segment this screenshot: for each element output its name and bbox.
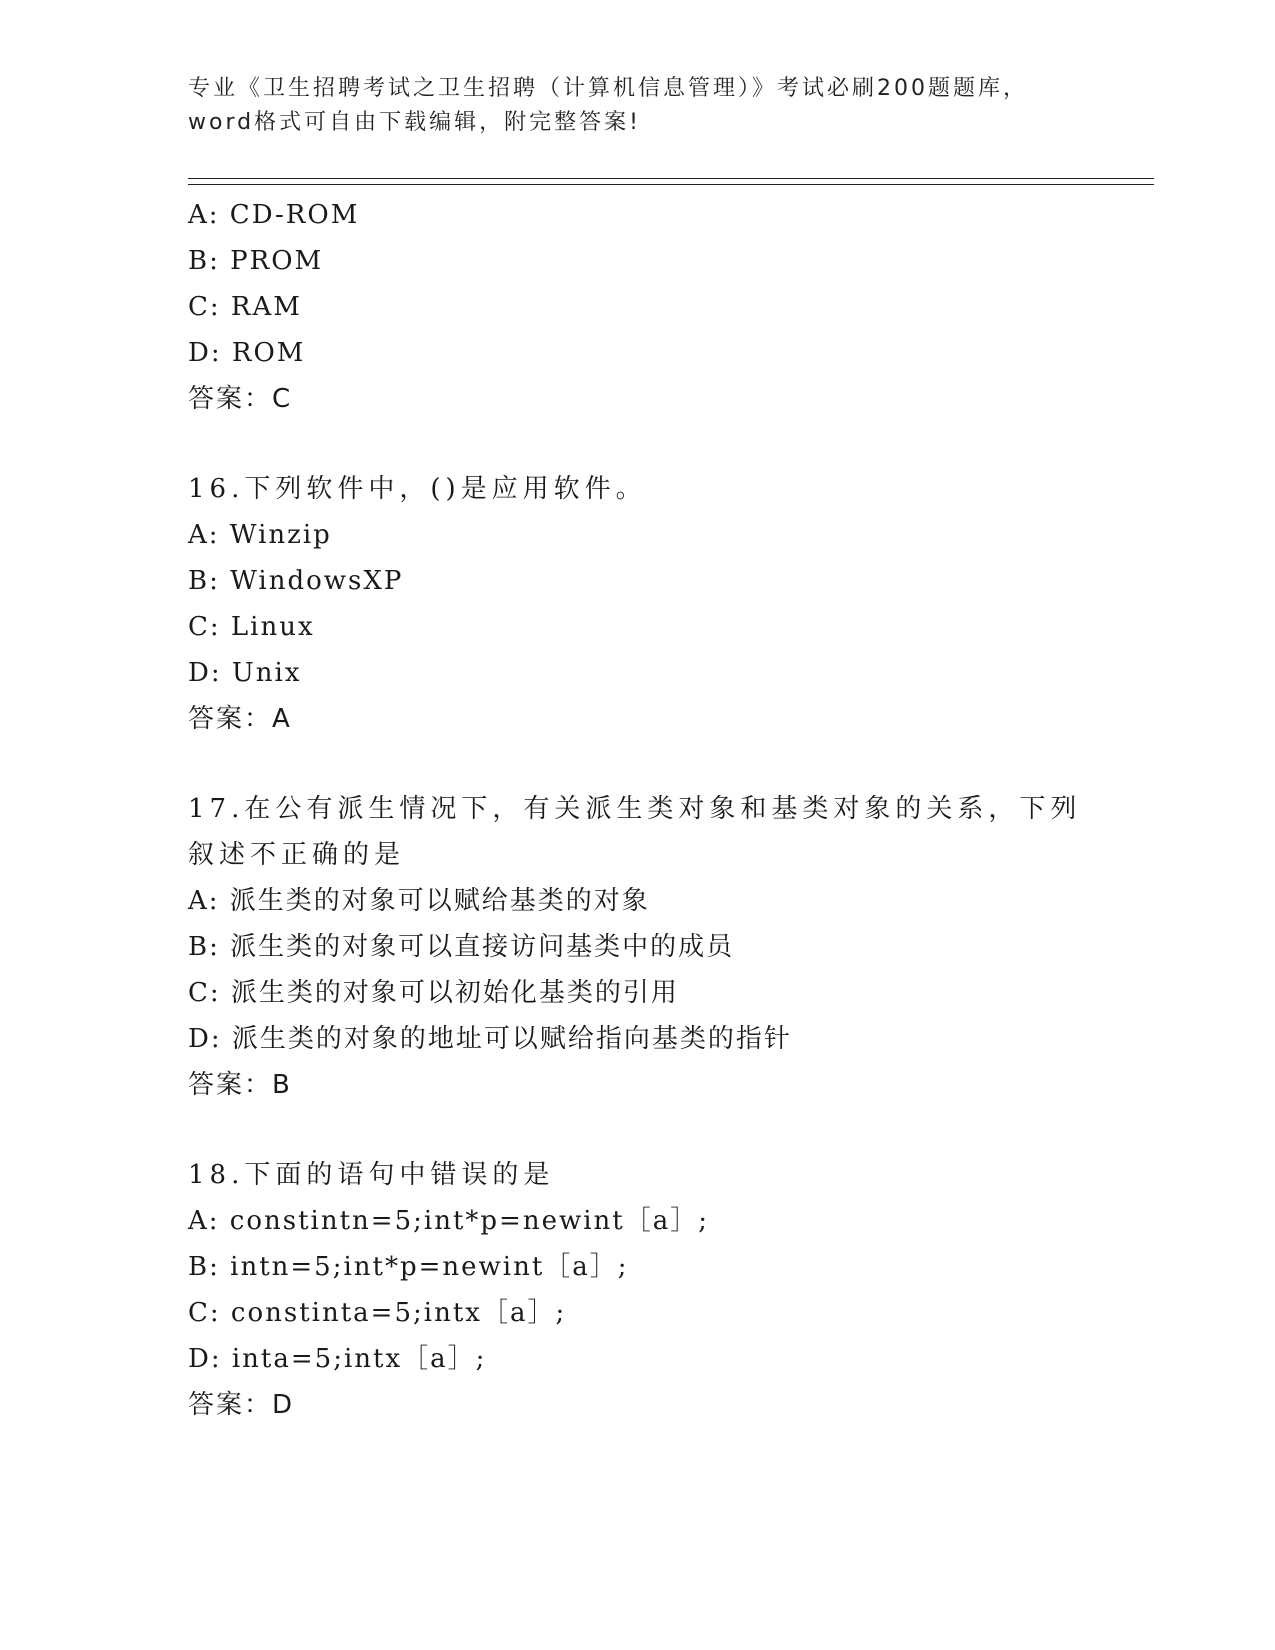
question-list [188, 192, 1148, 1428]
spacer [188, 422, 1148, 466]
header-rule-bottom [188, 184, 1154, 185]
question-15 [188, 192, 1148, 422]
option-a: A: Winzip [188, 520, 332, 550]
answer: 答案：B [188, 1070, 292, 1100]
option-d: D: inta=5;intx［a］; [188, 1344, 487, 1374]
option-d: D: Unix [188, 658, 302, 688]
option-a: A: CD-ROM [188, 200, 360, 230]
option-c: C: RAM [188, 292, 302, 322]
answer: 答案：D [188, 1390, 295, 1420]
option-c: C: Linux [188, 612, 315, 642]
question-16 [188, 466, 1148, 742]
header-rule-top [188, 178, 1154, 179]
answer: 答案：C [188, 384, 293, 414]
option-b: B: intn=5;int*p=newint［a］; [188, 1252, 629, 1282]
question-17 [188, 786, 1148, 1108]
option-c: C: 派生类的对象可以初始化基类的引用 [188, 978, 679, 1008]
option-a: A: 派生类的对象可以赋给基类的对象 [188, 886, 650, 916]
document-header: 专业《卫生招聘考试之卫生招聘（计算机信息管理）》考试必刷200题题库，word格式可自由下载编辑，附完整答案! [188, 76, 1028, 135]
option-d: D: 派生类的对象的地址可以赋给指向基类的指针 [188, 1024, 792, 1054]
option-c: C: constinta=5;intx［a］; [188, 1298, 567, 1328]
answer: 答案：A [188, 704, 292, 734]
option-a: A: constintn=5;int*p=newint［a］; [188, 1206, 709, 1236]
question-18 [188, 1152, 1148, 1428]
spacer [188, 742, 1148, 786]
question-text: 16.下列软件中，()是应用软件。 [188, 474, 647, 504]
question-text: 17.在公有派生情况下，有关派生类对象和基类对象的关系，下列叙述不正确的是 [188, 794, 1082, 870]
option-b: B: PROM [188, 246, 324, 276]
option-b: B: WindowsXP [188, 566, 404, 596]
question-text: 18.下面的语句中错误的是 [188, 1160, 555, 1190]
spacer [188, 1108, 1148, 1152]
option-d: D: ROM [188, 338, 306, 368]
option-b: B: 派生类的对象可以直接访问基类中的成员 [188, 932, 735, 962]
